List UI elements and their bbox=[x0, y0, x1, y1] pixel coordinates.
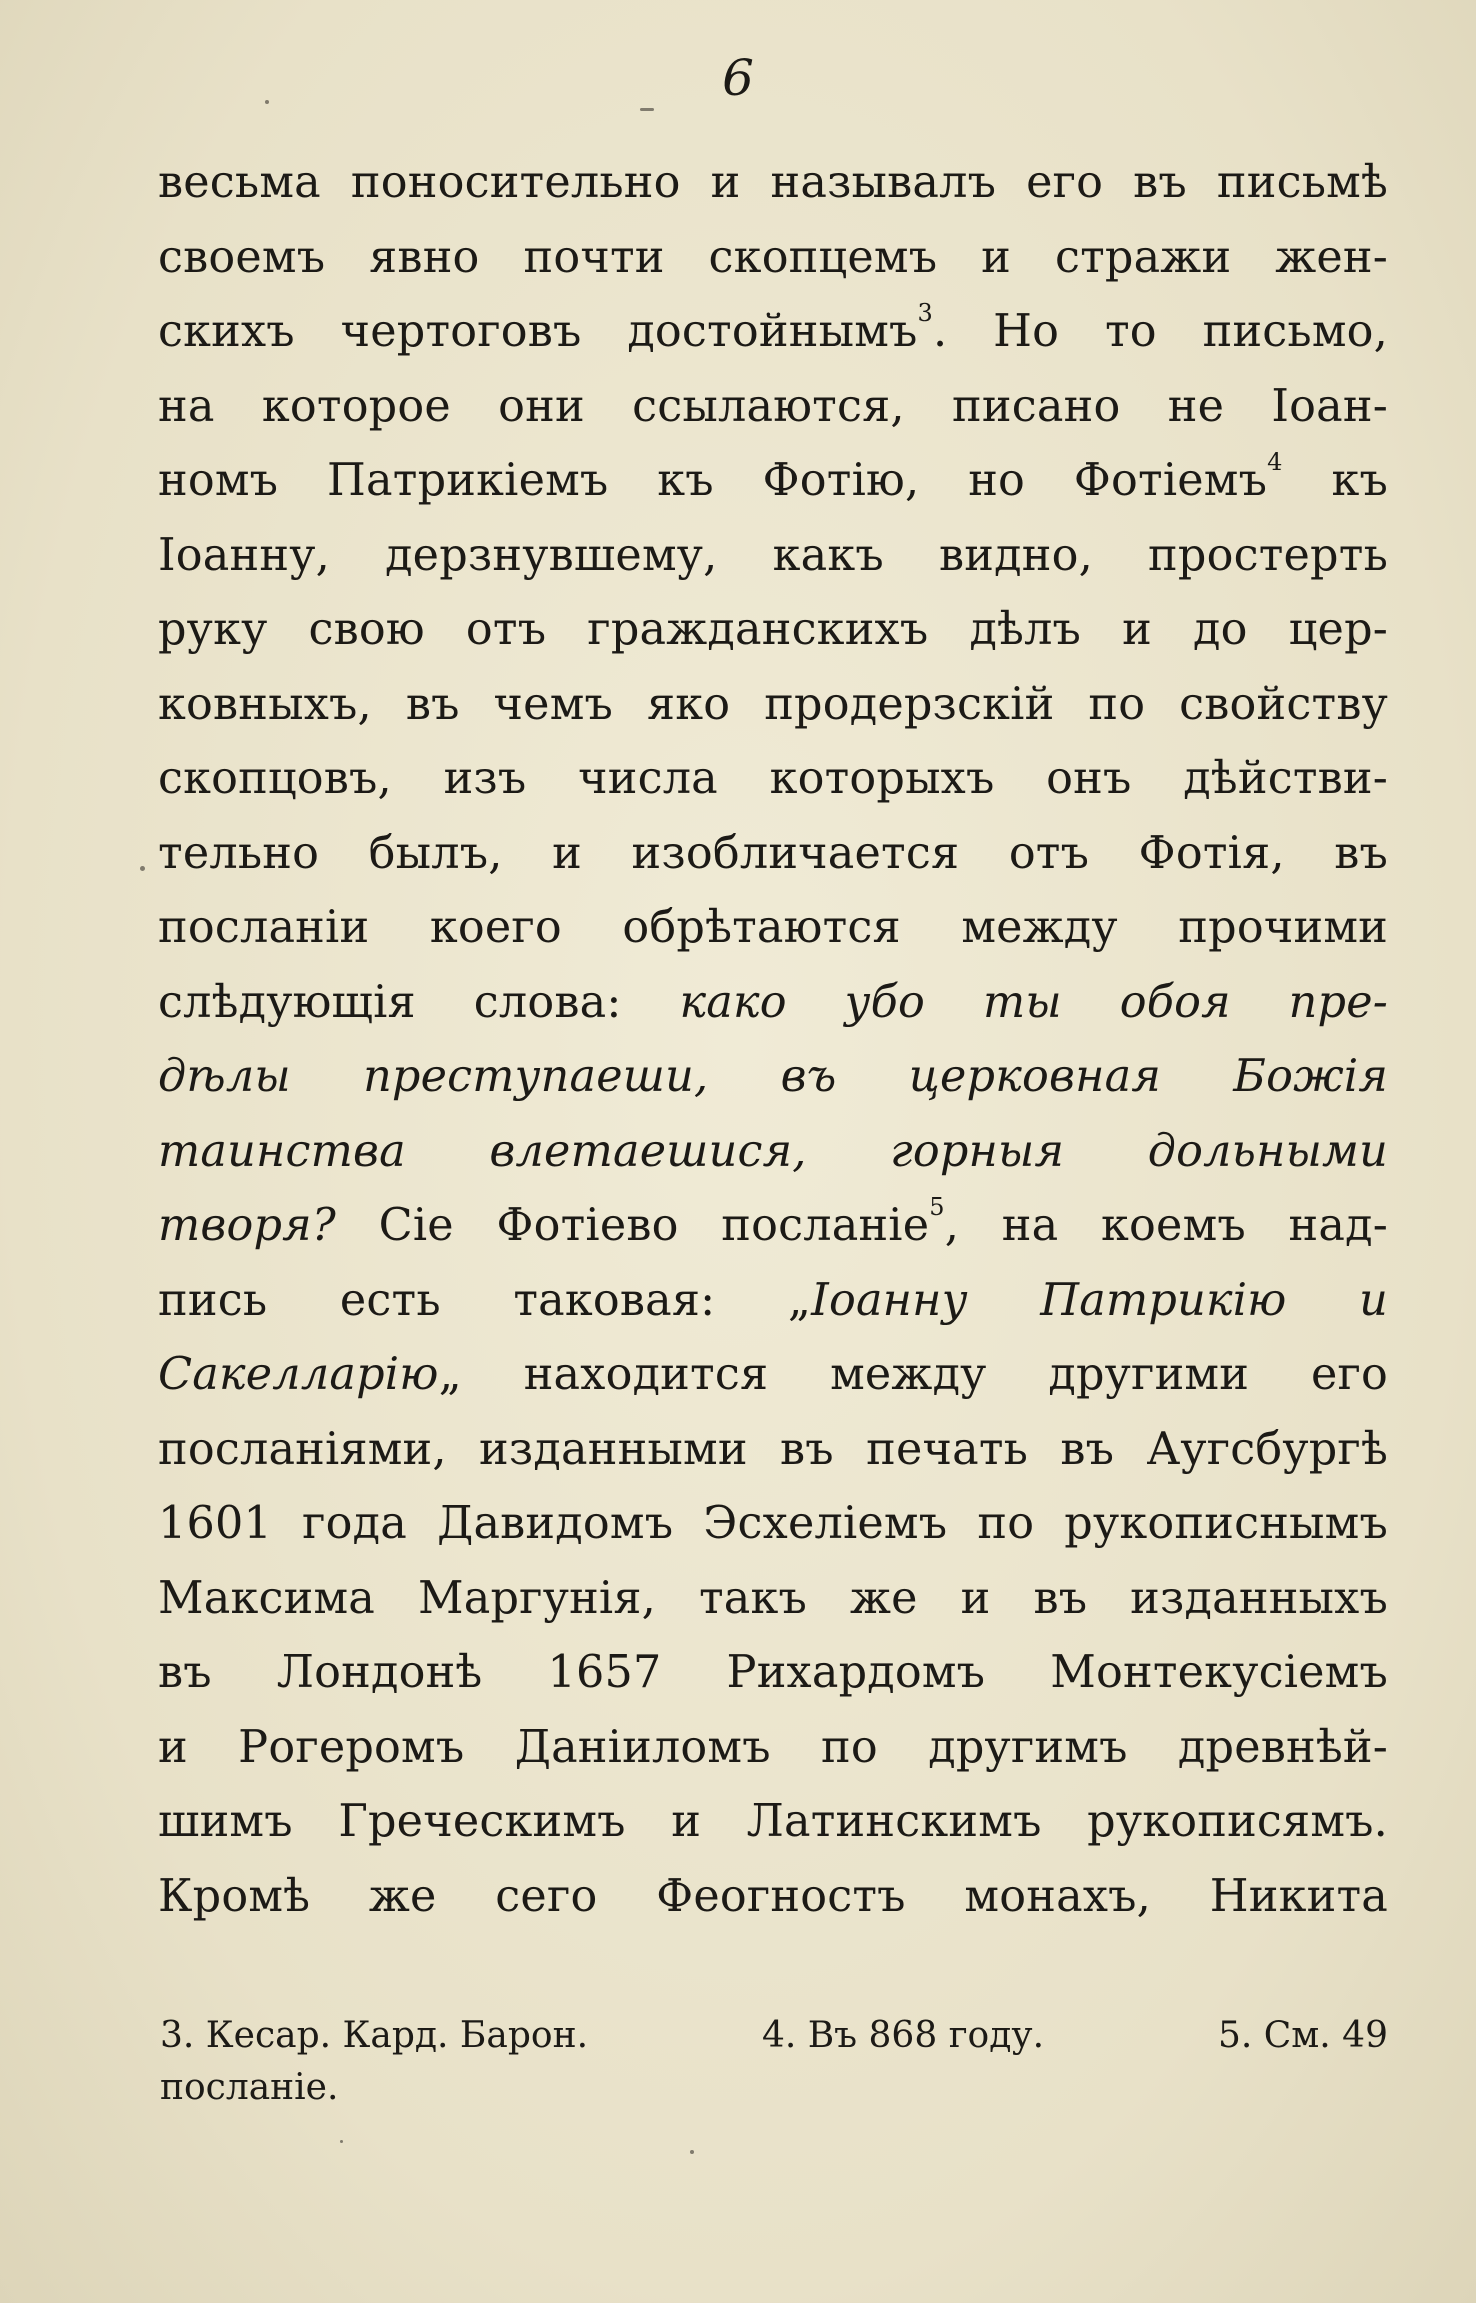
text-line-22: и Рогеромъ Даніиломъ по другимъ древнѣй- bbox=[158, 1721, 1388, 1773]
text-line-24: Кромѣ же сего Феогностъ монахъ, Никита bbox=[158, 1870, 1388, 1922]
text-line-6: Іоанну, дерзнувшему, какъ видно, простерть bbox=[158, 529, 1388, 581]
quotation-italic: како убо ты обоя пре- bbox=[679, 976, 1389, 1028]
text-line-9: скопцовъ, изъ числа которыхъ онъ дѣйстви- bbox=[158, 753, 1388, 804]
text-line-2: своемъ явно почти скопцемъ и стражи жен- bbox=[158, 231, 1388, 283]
text-line-15: творя? Сіе Фотіево посланіе$^5$, на коемъ над- bbox=[158, 1193, 1388, 1251]
text-line-4: на которое они ссылаются, писано не Іоан- bbox=[158, 380, 1388, 432]
text-line-5: номъ Патрикіемъ къ Фотію, но Фотіемъ$^4$ къ bbox=[158, 448, 1389, 506]
text-line-18: посланіями, изданными въ печать въ Аугсбургѣ bbox=[158, 1423, 1388, 1475]
ink-speck bbox=[640, 108, 654, 111]
text-line-19: 1601 года Давидомъ Эсхеліемъ по рукописнымъ bbox=[158, 1498, 1388, 1549]
text-line-11: посланіи коего обрѣтаются между прочими bbox=[158, 902, 1388, 953]
footnote-3: 3. Кесар. Кард. Барон. bbox=[160, 2015, 589, 2056]
text-line-20: Максима Маргунія, такъ же и въ изданныхъ bbox=[158, 1572, 1388, 1624]
ink-speck bbox=[140, 866, 145, 871]
text-line-1: весьма поносительно и называлъ его въ письмѣ bbox=[158, 157, 1388, 208]
footnotes bbox=[160, 2010, 1388, 2114]
text-line-14: таинства влетаешися, горныя дольными bbox=[158, 1125, 1388, 1177]
page-number: 6 bbox=[722, 49, 754, 107]
text-line-3: скихъ чертоговъ достойнымъ$^3$. Но то письмо, bbox=[158, 299, 1389, 357]
text-line-12: слѣдующія слова: како убо ты обоя пре- bbox=[158, 976, 1389, 1028]
footnote-mark-4: 4 bbox=[1267, 448, 1283, 476]
inscription-italic: Іоанну Патрикію и bbox=[811, 1274, 1388, 1326]
text-line-13: дѣлы преступаеши, въ церковная Божія bbox=[158, 1051, 1388, 1102]
footnote-5: 5. См. 49 bbox=[1217, 2015, 1388, 2056]
footnote-row bbox=[160, 2010, 1388, 2062]
text-line-8: ковныхъ, въ чемъ яко продерзскій по свойству bbox=[158, 678, 1388, 730]
text-line-17: Сакелларію„ находится между другими его bbox=[158, 1349, 1388, 1400]
text-line-16: пись есть таковая: „Іоанну Патрикію и bbox=[158, 1274, 1388, 1326]
text-line-23: шимъ Греческимъ и Латинскимъ рукописямъ. bbox=[158, 1796, 1388, 1847]
ink-speck bbox=[690, 2150, 694, 2154]
body-text bbox=[158, 146, 1388, 1934]
text-line-7: руку свою отъ гражданскихъ дѣлъ и до цер- bbox=[158, 604, 1388, 655]
text-line-21: въ Лондонѣ 1657 Рихардомъ Монтекусіемъ bbox=[158, 1647, 1388, 1698]
ink-speck bbox=[265, 100, 269, 104]
footnote-mark-3: 3 bbox=[917, 299, 934, 327]
text-line-10: тельно былъ, и изобличается отъ Фотія, въ bbox=[158, 827, 1388, 879]
footnote-continuation: посланіе. bbox=[160, 2067, 339, 2108]
ink-speck bbox=[340, 2140, 343, 2143]
footnote-4: 4. Въ 868 году. bbox=[761, 2015, 1045, 2056]
footnote-mark-5: 5 bbox=[929, 1193, 945, 1221]
